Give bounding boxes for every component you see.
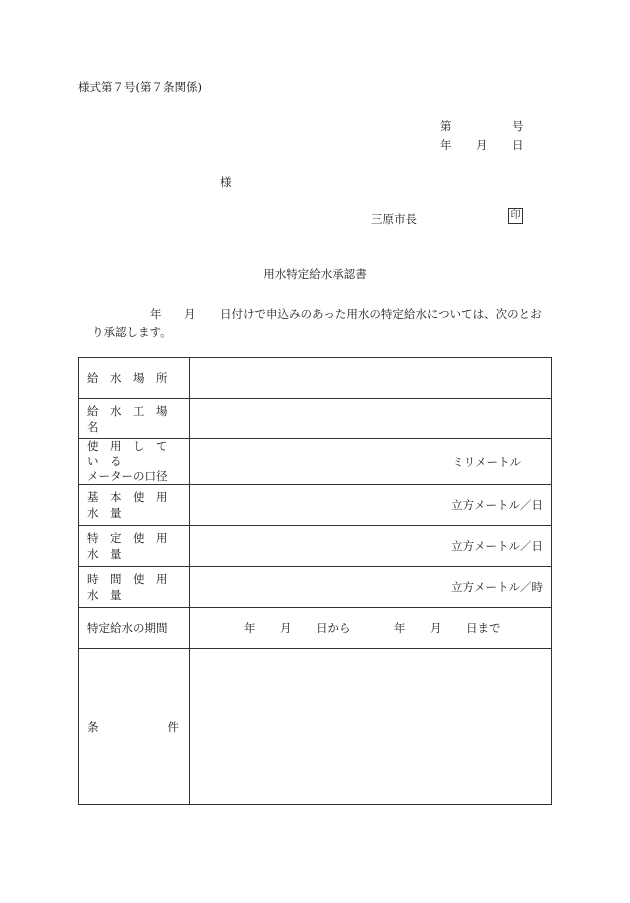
period-from-day: 日から: [316, 621, 351, 635]
label-hourly-usage: 時 間 使 用 水 量: [79, 567, 190, 608]
label-special-usage: 特 定 使 用 水 量: [79, 526, 190, 567]
table-row: [79, 439, 552, 485]
period-to-month: 月: [430, 621, 442, 635]
label-basic-usage: 基 本 使 用 水 量: [79, 485, 190, 526]
label-conditions-left: 条: [87, 719, 99, 734]
field-meter-diameter[interactable]: [190, 439, 552, 485]
doc-number-suffix: 号: [512, 119, 524, 133]
table-row: [79, 399, 552, 439]
field-factory-name[interactable]: [190, 399, 552, 439]
label-meter-line1: 使 用 し て い る: [87, 439, 179, 468]
table-row: [79, 649, 552, 805]
period-from-year: 年: [244, 621, 256, 635]
table-row: [79, 608, 552, 649]
issuer-name: 三原市長: [371, 212, 417, 226]
recipient-honorific: 様: [220, 175, 232, 189]
approval-form-table: [78, 357, 552, 805]
period-to-year: 年: [394, 621, 406, 635]
label-conditions-wrap: [87, 719, 189, 735]
body-line1-text: 日付けで申込みのあった用水の特定給水については、次のとお: [220, 307, 542, 321]
period-to-day: 日まで: [466, 621, 501, 635]
label-supply-period: 特定給水の期間: [79, 608, 190, 649]
unit-m3-per-hour: 立方メートル／時: [451, 580, 543, 594]
field-hourly-usage[interactable]: [190, 567, 552, 608]
form-number-label: 様式第７号(第７条関係): [78, 80, 202, 94]
issue-date-day: 日: [512, 138, 524, 152]
label-meter-line2: メーターの口径: [87, 469, 168, 483]
document-title: 用水特定給水承認書: [263, 267, 367, 281]
table-row: [79, 358, 552, 399]
table-row: [79, 567, 552, 608]
label-supply-location: 給 水 場 所: [79, 358, 190, 399]
body-line-2: り承認します。: [92, 325, 172, 339]
doc-number-prefix: 第: [440, 119, 452, 133]
body-month: 月: [184, 307, 196, 321]
issue-date-month: 月: [476, 138, 488, 152]
field-supply-period[interactable]: [190, 608, 552, 649]
unit-m3-per-day: 立方メートル／日: [451, 498, 543, 512]
field-basic-usage[interactable]: [190, 485, 552, 526]
period-from-month: 月: [280, 621, 292, 635]
issue-date-year: 年: [440, 138, 452, 152]
unit-millimeter: ミリメートル: [452, 454, 521, 469]
label-meter-diameter: [79, 439, 190, 485]
label-conditions-right: 件: [167, 719, 179, 734]
seal-stamp: 印: [508, 208, 523, 224]
label-factory-name: 給 水 工 場 名: [79, 399, 190, 439]
unit-m3-per-day: 立方メートル／日: [451, 539, 543, 553]
label-conditions: [79, 649, 190, 805]
table-row: [79, 485, 552, 526]
field-conditions[interactable]: [190, 649, 552, 805]
body-year: 年: [150, 307, 162, 321]
field-supply-location[interactable]: [190, 358, 552, 399]
field-special-usage[interactable]: [190, 526, 552, 567]
table-row: [79, 526, 552, 567]
